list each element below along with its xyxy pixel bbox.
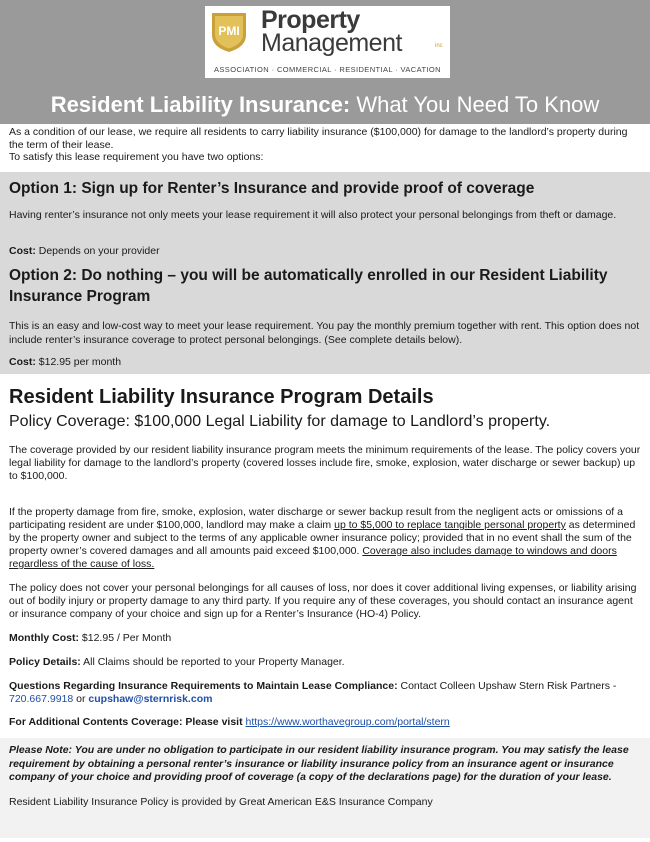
claim-text-a: If the property damage from fire, smoke, explosion, water discharge or sewer backup result from the negligent acts or omissions of a participating resident are under $100,000, landlord may make a claim [9,506,623,531]
brand-name-line2: Management [261,29,402,57]
brand-tagline: ASSOCIATION · COMMERCIAL · RESIDENTIAL · VACATION [214,65,441,74]
option2-heading: Option 2: Do nothing – you will be automatically enrolled in our Resident Liability Insurance Program [9,267,608,305]
contact-phone[interactable]: 720.667.9918 [9,693,74,705]
coverage-paragraph: The coverage provided by our resident liability insurance program meets the minimum requirements of the lease. The policy covers your legal liability for damage to the landlord’s property (covered losses include fire, smoke, explosion, water discharge or sewer backup) up to $100,000. [9,444,641,482]
monthly-cost [9,632,643,645]
svg-text:PMI: PMI [218,24,240,38]
claim-limit-underlined: up to $5,000 to replace tangible personal property [334,519,566,531]
claim-text-b: as determined by the property owner and subject to the terms of any applicable owner insurance policy; provided that in no event shall the sum of the property owner’s covered damages and all amounts paid exceed $100,000. [9,519,636,557]
note-panel [0,738,650,838]
contact-email-link[interactable]: cupshaw@sternrisk.com [88,693,213,705]
exclusions-paragraph: The policy does not cover your personal belongings for all causes of loss, nor does it cover additional living expenses, or liability arising out of bodily injury or property damage to any third party. If you require any of these coverages, you should contact an insurance agent or insurance company of your choice and sign up for a Renter’s Insurance (HO-4) Policy. [9,582,637,620]
policy-details-value: All Claims should be reported to your Property Manager. [80,656,345,668]
page-title-light: What You Need To Know [350,92,600,117]
claim-paragraph [9,506,643,571]
policy-details-label: Policy Details: [9,656,81,668]
questions-contact [9,680,643,706]
additional-coverage [9,716,643,729]
monthly-cost-value: $12.95 / Per Month [79,632,172,644]
options-panel [0,172,650,374]
option2-cost [9,356,121,368]
option1-heading: Option 1: Sign up for Renter’s Insurance and provide proof of coverage [9,180,535,197]
intro-section [9,126,641,164]
contact-or: or [73,693,89,705]
additional-coverage-link[interactable]: https://www.worthavegroup.com/portal/stern [245,716,450,728]
option2-cost-label: Cost: [9,356,36,368]
intro-paragraph: As a condition of our lease, we require all residents to carry liability insurance ($100,000) for damage to the landlord’s property during the term of their lease. [9,126,628,151]
note-text: Please Note: You are under no obligation to participate in our resident liability insurance program. You may satisfy the lease requirement by obtaining a personal renter’s insurance or liability insurance policy from an insurance agent or insurance company of your choice and providing proof of coverage (a copy of the declarations page) for the duration of your lease. [9,744,629,783]
policy-details [9,656,643,669]
brand-name-line1: Property [261,6,360,34]
monthly-cost-label: Monthly Cost: [9,632,79,644]
option2-body: This is an easy and low-cost way to meet your lease requirement. You pay the monthly premium together with rent. This option does not include renter’s insurance coverage to protect personal belongings. (See complete details below). [9,320,640,346]
option1-cost-label: Cost: [9,245,36,257]
windows-doors-underlined: Coverage also includes damage to windows and doors regardless of the cause of loss. [9,545,617,570]
pmi-shield-icon [208,9,250,53]
additional-coverage-label: For Additional Contents Coverage: Please visit [9,716,246,728]
questions-value: Contact Colleen Upshaw Stern Risk Partners - [397,680,617,692]
brand-inc: inc [435,43,443,49]
questions-label: Questions Regarding Insurance Requirements to Maintain Lease Compliance: [9,680,398,692]
option2-cost-value: $12.95 per month [35,356,122,368]
option1-body: Having renter’s insurance not only meets your lease requirement it will also protect your personal belongings from theft or damage. [9,209,617,221]
company-logo [205,6,450,78]
page-title-bold: Resident Liability Insurance: [50,92,351,117]
option1-cost [9,245,160,257]
header-banner [0,0,650,124]
details-subtitle: Policy Coverage: $100,000 Legal Liability for damage to Landlord’s property. [9,413,551,430]
details-title: Resident Liability Insurance Program Details [9,386,434,408]
option1-cost-value: Depends on your provider [35,245,160,257]
intro-options-line: To satisfy this lease requirement you have two options: [9,151,264,163]
page-title [0,92,650,118]
insurer-footer: Resident Liability Insurance Policy is provided by Great American E&S Insurance Company [9,796,433,808]
